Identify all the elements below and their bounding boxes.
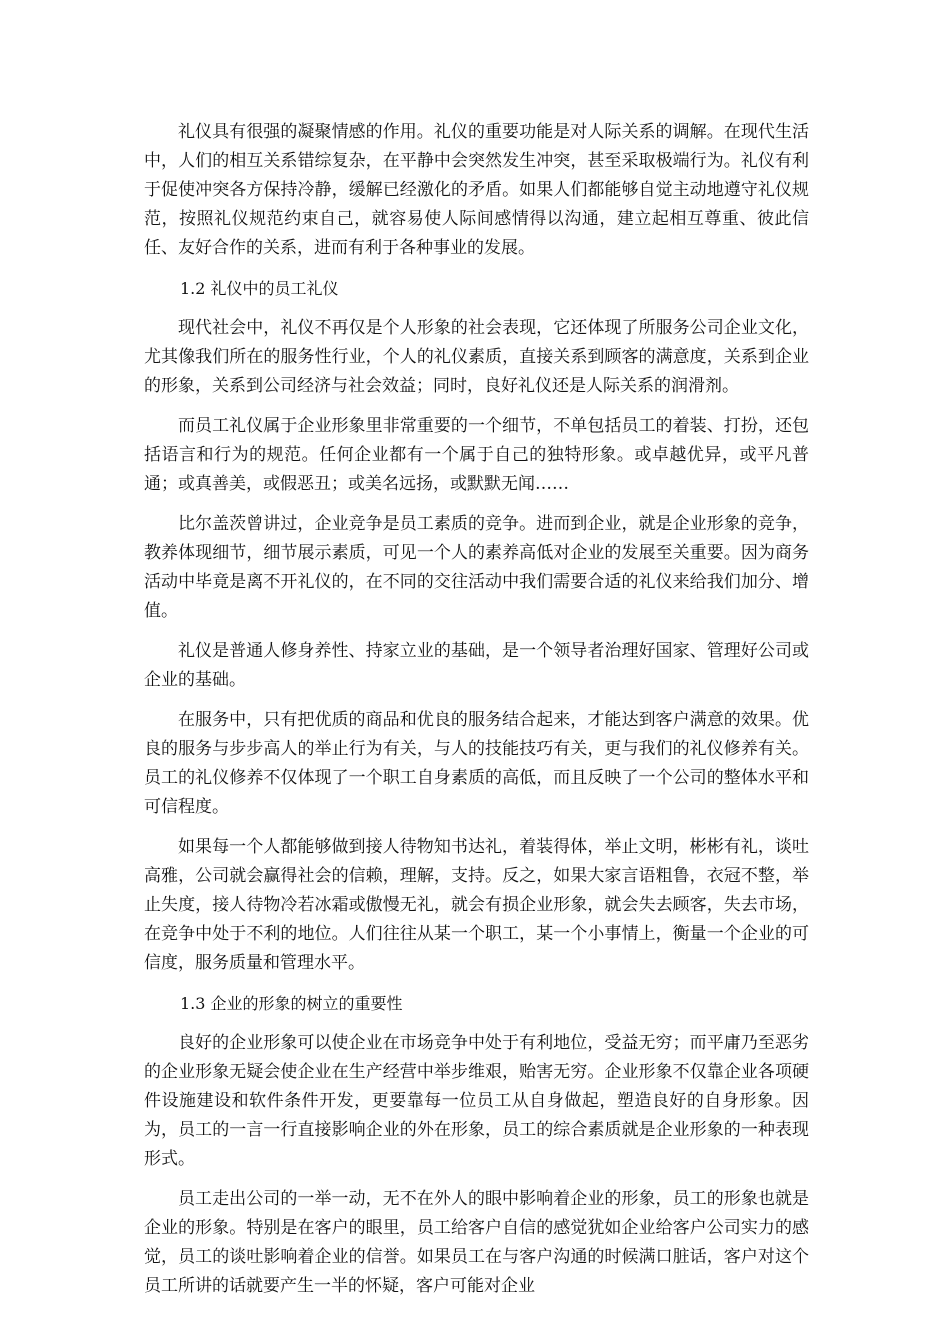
paragraph-etiquette-foundation: 礼仪是普通人修身养性、持家立业的基础，是一个领导者治理好国家、管理好公司或企业的基础。 xyxy=(144,641,809,690)
document-page xyxy=(144,118,809,1312)
paragraph-etiquette-cohesion: 礼仪具有很强的凝聚情感的作用。礼仪的重要功能是对人际关系的调解。在现代生活中，人们的相互关系错综复杂，在平静中会突然发生冲突，甚至采取极端行为。礼仪有利于促使冲突各方保持冷静，缓解已经激化的矛盾。如果人们都能够自觉主动地遵守礼仪规范，按照礼仪规范约束自己，就容易使人际间感情得以沟通，建立起相互尊重、彼此信任、友好合作的关系，进而有利于各种事业的发展。 xyxy=(144,122,809,258)
paragraph-employee-etiquette-detail: 而员工礼仪属于企业形象里非常重要的一个细节，不单包括员工的着装、打扮，还包括语言和行为的规范。任何企业都有一个属于自己的独特形象。或卓越优异，或平凡普通；或真善美，或假恶丑；或美名远扬，或默默无闻…… xyxy=(144,416,809,494)
section-heading-1-3: 1.3 企业的形象的树立的重要性 xyxy=(180,994,403,1013)
paragraph-employee-image: 员工走出公司的一举一动，无不在外人的眼中影响着企业的形象，员工的形象也就是企业的形象。特别是在客户的眼里，员工给客户自信的感觉犹如企业给客户公司实力的感觉，员工的谈吐影响着企业的信誉。如果员工在与客户沟通的时候满口脏话，客户对这个员工所讲的话就要产生一半的怀疑，客户可能对企业 xyxy=(144,1189,809,1296)
paragraph-modern-society: 现代社会中，礼仪不再仅是个人形象的社会表现，它还体现了所服务公司企业文化，尤其像我们所在的服务性行业，个人的礼仪素质，直接关系到顾客的满意度，关系到企业的形象，关系到公司经济与社会效益；同时，良好礼仪还是人际关系的润滑剂。 xyxy=(144,318,809,396)
paragraph-corporate-image: 良好的企业形象可以使企业在市场竞争中处于有利地位，受益无穷；而平庸乃至恶劣的企业形象无疑会使企业在生产经营中举步维艰，贻害无穷。企业形象不仅靠企业各项硬件设施建设和软件条件开发，更要靠每一位员工从自身做起，塑造良好的自身形象。因为，员工的一言一行直接影响企业的外在形象，员工的综合素质就是企业形象的一种表现形式。 xyxy=(144,1033,809,1169)
paragraph-if-everyone: 如果每一个人都能够做到接人待物知书达礼，着装得体，举止文明，彬彬有礼，谈吐高雅，公司就会赢得社会的信赖，理解，支持。反之，如果大家言语粗鲁，衣冠不整，举止失度，接人待物冷若冰霜或傲慢无礼，就会有损企业形象，就会失去顾客，失去市场，在竞争中处于不利的地位。人们往往从某一个职工，某一个小事情上，衡量一个企业的可信度，服务质量和管理水平。 xyxy=(144,837,809,973)
paragraph-bill-gates: 比尔盖茨曾讲过，企业竞争是员工素质的竞争。进而到企业，就是企业形象的竞争，教养体现细节，细节展示素质，可见一个人的素养高低对企业的发展至关重要。因为商务活动中毕竟是离不开礼仪的，在不同的交往活动中我们需要合适的礼仪来给我们加分、增值。 xyxy=(144,514,809,621)
paragraph-service-quality: 在服务中，只有把优质的商品和优良的服务结合起来，才能达到客户满意的效果。优良的服务与步步高人的举止行为有关，与人的技能技巧有关，更与我们的礼仪修养有关。员工的礼仪修养不仅体现了一个职工自身素质的高低，而且反映了一个公司的整体水平和可信程度。 xyxy=(144,710,809,817)
section-heading-1-2: 1.2 礼仪中的员工礼仪 xyxy=(180,279,339,298)
